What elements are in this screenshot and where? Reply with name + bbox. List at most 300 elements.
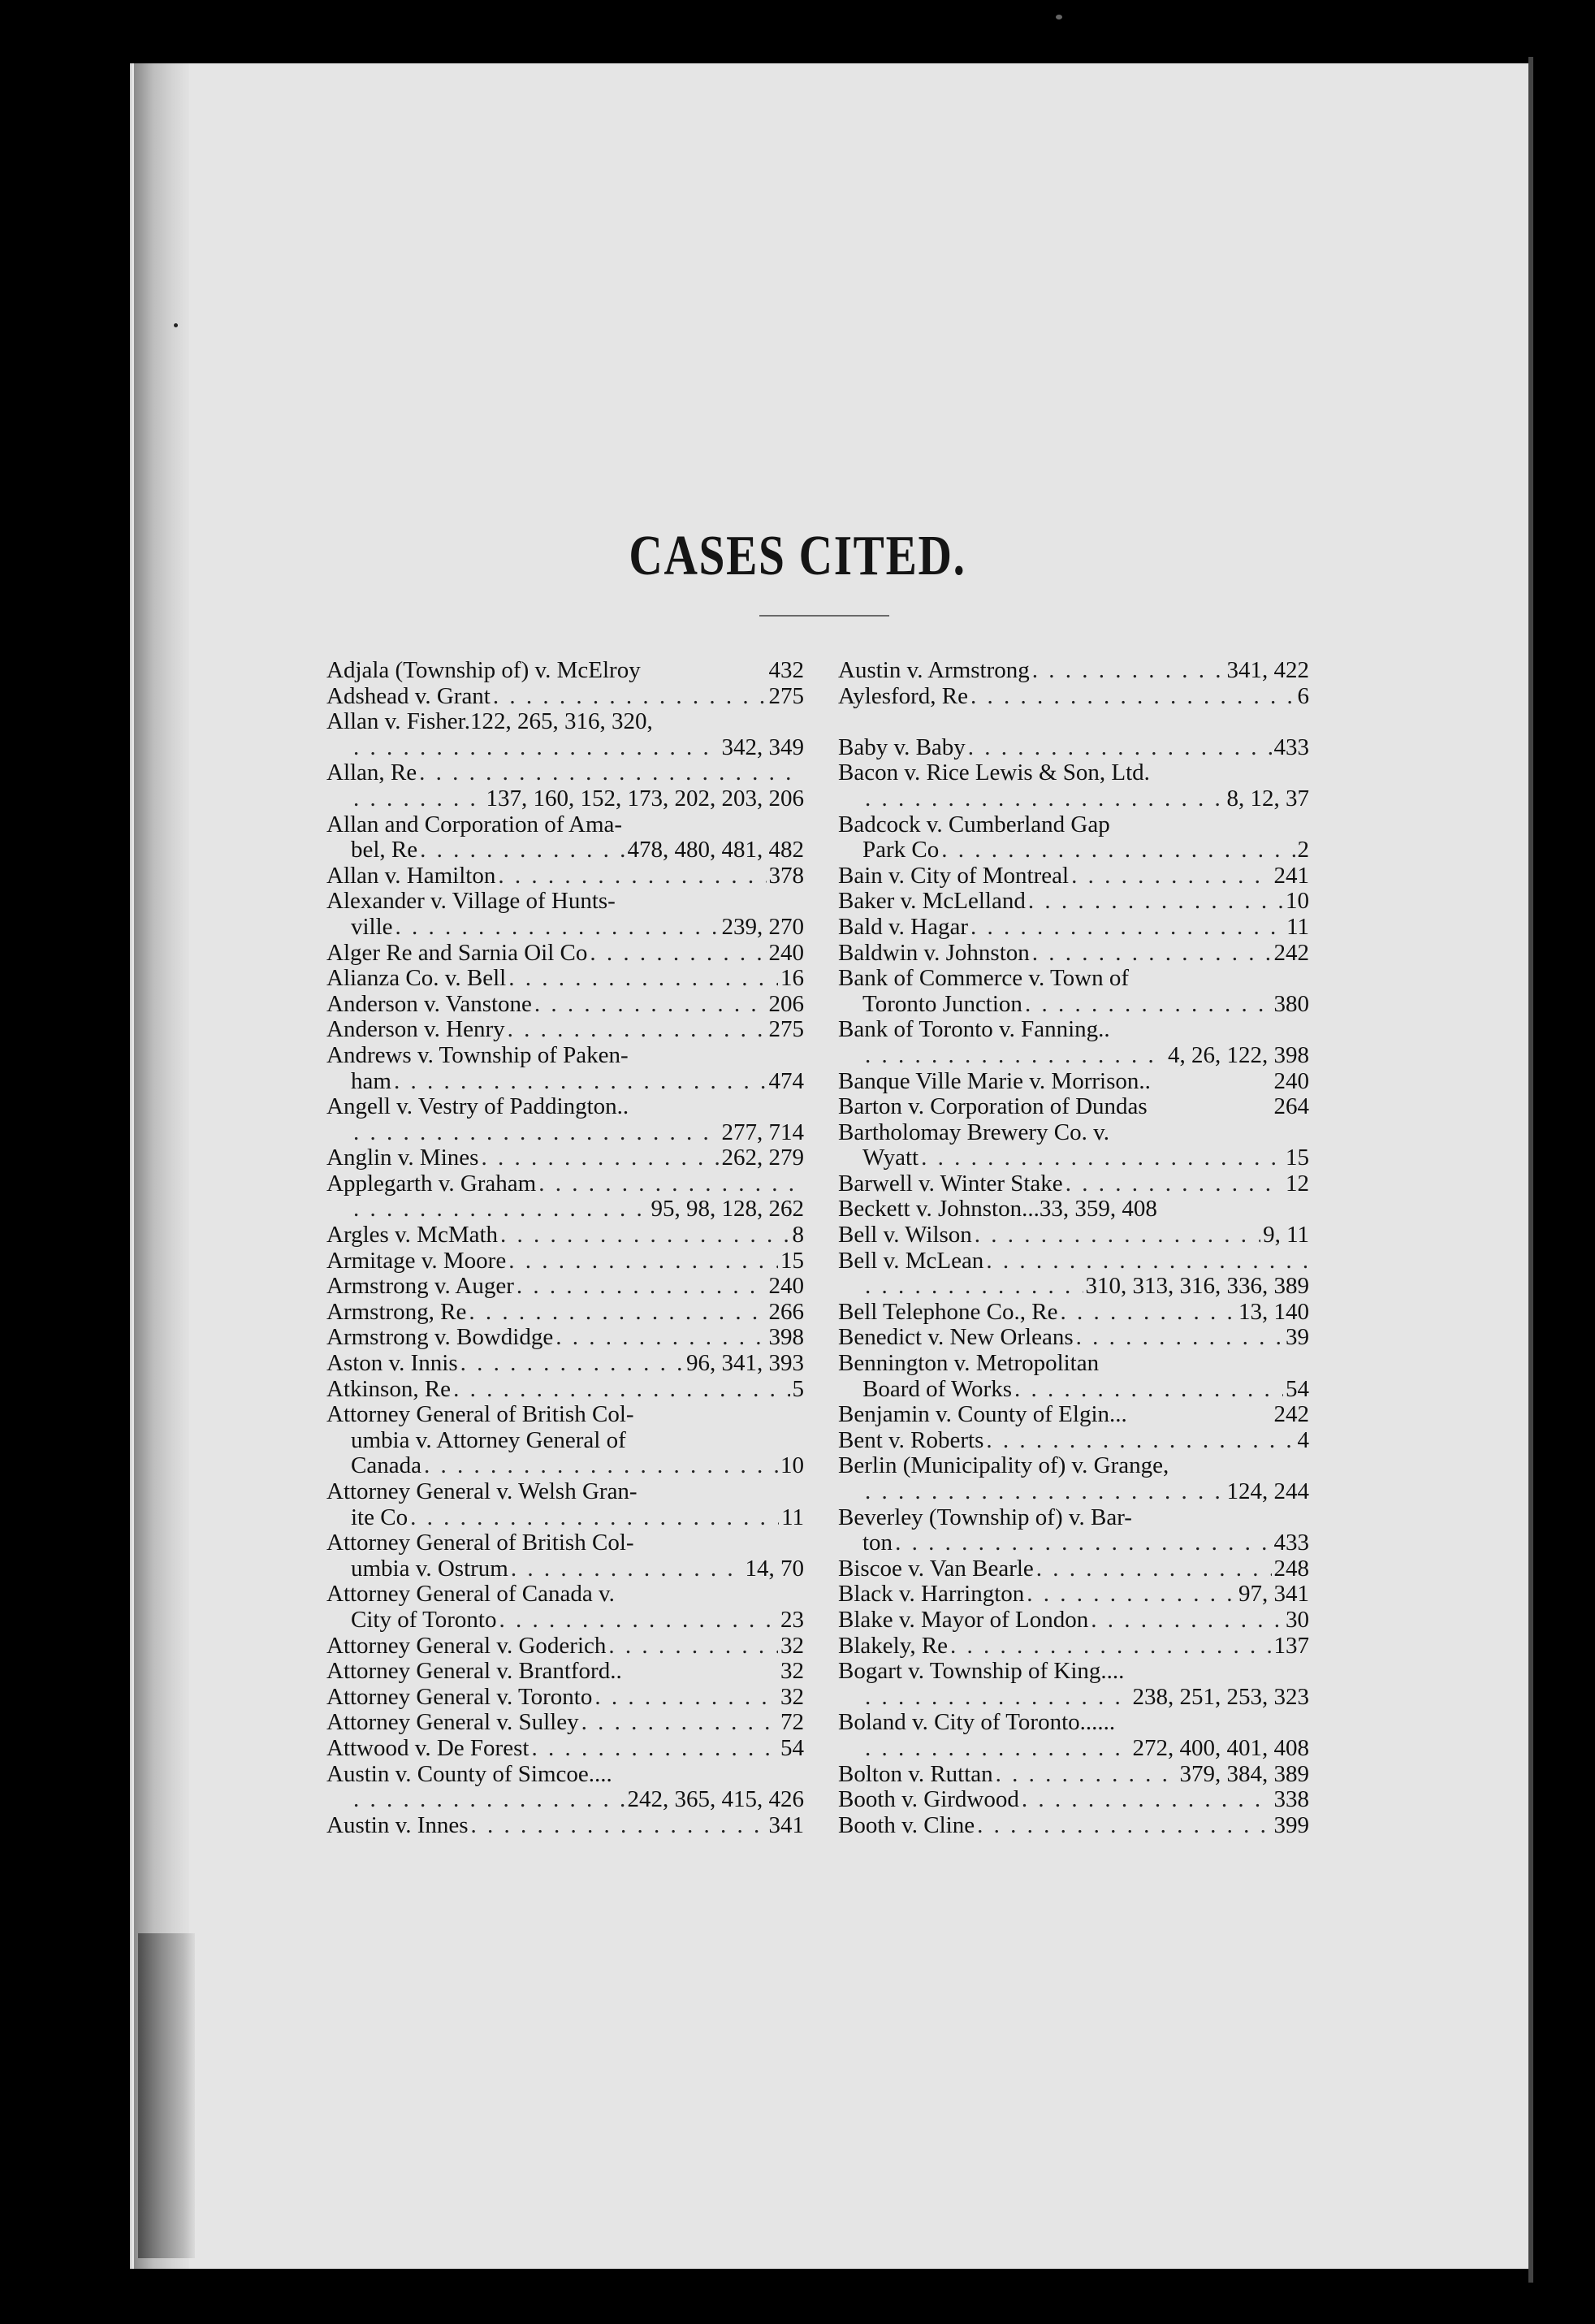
case-entry bbox=[838, 1120, 1309, 1171]
case-name: Park Co bbox=[862, 837, 940, 863]
dot-leader bbox=[977, 1813, 1271, 1839]
dot-leader bbox=[1027, 1582, 1236, 1608]
case-line bbox=[326, 1274, 804, 1300]
case-name: Booth v. Girdwood bbox=[838, 1786, 1019, 1813]
dot-leader bbox=[921, 1145, 1283, 1171]
case-line bbox=[326, 1505, 804, 1531]
case-name: Benjamin v. County of Elgin... bbox=[838, 1401, 1127, 1428]
case-line bbox=[838, 786, 1309, 812]
case-entry bbox=[838, 1351, 1309, 1402]
case-name: Bacon v. Rice Lewis & Son, Ltd. bbox=[838, 760, 1150, 786]
page-numbers: 378 bbox=[768, 862, 804, 889]
case-name: Attorney General v. Sulley bbox=[326, 1709, 579, 1736]
case-name: Attorney General v. Toronto bbox=[326, 1683, 593, 1710]
page-numbers: 32 bbox=[780, 1658, 804, 1685]
case-line bbox=[326, 1659, 804, 1685]
case-name: umbia v. Attorney General of bbox=[351, 1426, 626, 1453]
case-line bbox=[326, 837, 804, 863]
case-line bbox=[326, 1300, 804, 1326]
case-entry bbox=[326, 1685, 804, 1711]
case-entry bbox=[326, 812, 804, 863]
case-name: ville bbox=[351, 913, 393, 940]
case-line bbox=[326, 1479, 804, 1505]
case-entry bbox=[326, 1274, 804, 1300]
dot-leader bbox=[419, 760, 802, 786]
page-numbers: 380 bbox=[1273, 990, 1309, 1017]
page-numbers: 39 bbox=[1286, 1324, 1309, 1351]
case-entry bbox=[326, 1530, 804, 1582]
case-name: Boland v. City of Toronto...... bbox=[838, 1709, 1116, 1736]
page-numbers: 242 bbox=[1273, 1401, 1309, 1428]
page-numbers: 137 bbox=[1273, 1632, 1309, 1659]
case-line bbox=[326, 1608, 804, 1634]
case-entry bbox=[838, 1634, 1309, 1660]
case-entry bbox=[326, 1736, 804, 1762]
case-entry bbox=[838, 915, 1309, 941]
case-line bbox=[326, 1530, 804, 1556]
case-name: Austin v. Armstrong bbox=[838, 657, 1030, 683]
case-line bbox=[326, 992, 804, 1018]
case-name: Booth v. Cline bbox=[838, 1811, 975, 1838]
case-line bbox=[838, 1505, 1309, 1531]
page-numbers: 240 bbox=[768, 1273, 804, 1300]
case-line bbox=[838, 1736, 1309, 1762]
dot-leader bbox=[1014, 1377, 1283, 1403]
dot-leader bbox=[511, 1556, 743, 1582]
case-name: Alexander v. Village of Hunts- bbox=[326, 888, 616, 915]
page-numbers: 432 bbox=[768, 657, 804, 683]
page-numbers: 241 bbox=[1273, 862, 1309, 889]
case-name: Attwood v. De Forest bbox=[326, 1734, 530, 1761]
case-entry bbox=[326, 709, 804, 760]
dot-leader bbox=[353, 786, 484, 812]
case-line bbox=[326, 735, 804, 761]
case-name: Bald v. Hagar bbox=[838, 913, 968, 940]
case-line bbox=[838, 1659, 1309, 1685]
dot-leader bbox=[1025, 992, 1272, 1018]
case-entry bbox=[326, 684, 804, 710]
case-line bbox=[326, 863, 804, 889]
case-line bbox=[326, 1249, 804, 1275]
case-line bbox=[838, 1530, 1309, 1556]
case-name: Badcock v. Cumberland Gap bbox=[838, 811, 1110, 837]
case-entry bbox=[838, 1556, 1309, 1582]
case-name: Attorney General v. Brantford.. bbox=[326, 1658, 622, 1685]
case-entry bbox=[326, 966, 804, 992]
case-entry bbox=[838, 1813, 1309, 1839]
case-line bbox=[326, 1813, 804, 1839]
case-line bbox=[838, 1710, 1309, 1736]
page-numbers: 398 bbox=[768, 1324, 804, 1351]
dot-leader bbox=[986, 1428, 1295, 1454]
dot-leader bbox=[865, 1479, 1225, 1505]
dot-leader bbox=[460, 1351, 684, 1377]
dot-leader bbox=[996, 1762, 1178, 1788]
case-entry bbox=[838, 1659, 1309, 1710]
case-entry bbox=[838, 1094, 1309, 1120]
case-name: Atkinson, Re bbox=[326, 1375, 452, 1402]
case-line bbox=[838, 1094, 1309, 1120]
case-name: Bain v. City of Montreal bbox=[838, 862, 1070, 889]
case-line bbox=[838, 684, 1309, 710]
case-name: Angell v. Vestry of Paddington.. bbox=[326, 1093, 629, 1120]
dot-leader bbox=[865, 1043, 1165, 1069]
case-entry bbox=[838, 1710, 1309, 1761]
page-numbers: 14, 70 bbox=[745, 1555, 804, 1582]
case-name: Austin v. Innes bbox=[326, 1811, 469, 1838]
scan-speck bbox=[1056, 15, 1062, 19]
dot-leader bbox=[1060, 1300, 1236, 1326]
case-name: Berlin (Municipality of) v. Grange, bbox=[838, 1452, 1169, 1479]
case-entry bbox=[326, 1223, 804, 1249]
case-line bbox=[326, 1634, 804, 1660]
page-numbers: 9, 11 bbox=[1263, 1222, 1309, 1249]
dot-leader bbox=[970, 915, 1284, 941]
case-name: Aylesford, Re bbox=[838, 682, 969, 709]
case-line bbox=[838, 863, 1309, 889]
case-line bbox=[326, 1197, 804, 1223]
dot-leader bbox=[353, 1787, 625, 1813]
case-line bbox=[838, 1634, 1309, 1660]
page-numbers: 11 bbox=[1286, 913, 1309, 940]
case-line bbox=[838, 1325, 1309, 1351]
case-line bbox=[326, 1069, 804, 1095]
case-entry bbox=[838, 1582, 1309, 1608]
case-entry bbox=[326, 1813, 804, 1839]
page-numbers: 10 bbox=[780, 1452, 804, 1479]
case-line bbox=[326, 889, 804, 915]
case-name: Armstrong, Re bbox=[326, 1298, 467, 1325]
page-numbers: 342, 349 bbox=[721, 734, 804, 760]
case-name: Bolton v. Ruttan bbox=[838, 1760, 993, 1787]
case-line bbox=[838, 1762, 1309, 1788]
case-line bbox=[838, 889, 1309, 915]
page-numbers: 124, 244 bbox=[1226, 1478, 1309, 1504]
page-numbers: 242, 365, 415, 426 bbox=[627, 1786, 804, 1813]
case-entry bbox=[326, 1171, 804, 1223]
dot-leader bbox=[534, 992, 767, 1018]
case-entry bbox=[326, 889, 804, 940]
case-line bbox=[326, 1582, 804, 1608]
dot-leader bbox=[865, 1736, 1130, 1762]
dot-leader bbox=[469, 1300, 766, 1326]
case-line bbox=[838, 812, 1309, 838]
page-numbers: 272, 400, 401, 408 bbox=[1132, 1734, 1309, 1761]
case-line bbox=[838, 1249, 1309, 1275]
dot-leader bbox=[1091, 1608, 1283, 1634]
dot-leader bbox=[968, 735, 1272, 761]
case-line bbox=[326, 915, 804, 941]
case-entry bbox=[326, 1043, 804, 1094]
case-line bbox=[838, 658, 1309, 684]
case-name: Canada bbox=[351, 1452, 421, 1479]
case-line bbox=[326, 1171, 804, 1197]
case-name: Bank of Commerce v. Town of bbox=[838, 965, 1129, 992]
dot-leader bbox=[970, 684, 1295, 710]
case-name: Bell v. McLean bbox=[838, 1247, 984, 1274]
dot-leader bbox=[508, 966, 778, 992]
dot-leader bbox=[590, 941, 766, 967]
case-line bbox=[838, 1582, 1309, 1608]
page-numbers: 238, 251, 253, 323 bbox=[1132, 1683, 1309, 1710]
case-name: umbia v. Ostrum bbox=[351, 1555, 508, 1582]
page-numbers: 474 bbox=[768, 1067, 804, 1094]
case-name: Bogart v. Township of King.... bbox=[838, 1658, 1125, 1685]
case-name: ton bbox=[862, 1530, 893, 1556]
dot-leader bbox=[555, 1325, 766, 1351]
case-entry bbox=[326, 1094, 804, 1145]
dot-leader bbox=[608, 1634, 778, 1660]
page-numbers: 10 bbox=[1286, 888, 1309, 915]
case-name: Toronto Junction bbox=[862, 990, 1022, 1017]
page-numbers: 96, 341, 393 bbox=[686, 1350, 804, 1377]
case-line bbox=[326, 658, 804, 684]
case-line bbox=[838, 1274, 1309, 1300]
case-entry bbox=[838, 1787, 1309, 1813]
page-edge bbox=[1528, 57, 1533, 2283]
case-name: Biscoe v. Van Bearle bbox=[838, 1555, 1034, 1582]
dot-leader bbox=[581, 1710, 778, 1736]
dot-leader bbox=[499, 1608, 779, 1634]
dot-leader bbox=[1036, 1556, 1272, 1582]
case-entry bbox=[326, 1300, 804, 1326]
case-line bbox=[838, 1402, 1309, 1428]
dot-leader bbox=[1065, 1171, 1283, 1197]
case-line bbox=[326, 966, 804, 992]
case-entry bbox=[838, 812, 1309, 863]
case-line bbox=[326, 1145, 804, 1171]
case-line bbox=[326, 1351, 804, 1377]
case-name: Allan and Corporation of Ama- bbox=[326, 811, 623, 837]
dot-leader bbox=[950, 1634, 1271, 1660]
case-name: Allan v. Fisher.122, 265, 316, 320, bbox=[326, 708, 653, 735]
case-name: Attorney General of British Col- bbox=[326, 1401, 634, 1428]
page-numbers: 4 bbox=[1297, 1426, 1309, 1453]
case-entry bbox=[838, 1171, 1309, 1197]
case-entry bbox=[838, 735, 1309, 761]
case-name: Attorney General of British Col- bbox=[326, 1530, 634, 1556]
page-numbers: 8 bbox=[792, 1222, 804, 1249]
page-numbers: 11 bbox=[781, 1504, 804, 1530]
scan-speck bbox=[174, 323, 178, 327]
page-numbers: 4, 26, 122, 398 bbox=[1168, 1041, 1309, 1068]
case-line bbox=[326, 812, 804, 838]
case-line bbox=[326, 760, 804, 786]
dot-leader bbox=[895, 1530, 1271, 1556]
case-entry bbox=[838, 658, 1309, 684]
dot-leader bbox=[1076, 1325, 1283, 1351]
case-name: bel, Re bbox=[351, 837, 418, 863]
case-line bbox=[838, 1479, 1309, 1505]
dot-leader bbox=[353, 1197, 649, 1223]
dot-leader bbox=[865, 1274, 1083, 1300]
dot-leader bbox=[865, 786, 1225, 812]
case-name: Barwell v. Winter Stake bbox=[838, 1170, 1063, 1197]
page-numbers: 478, 480, 481, 482 bbox=[627, 837, 804, 863]
case-line bbox=[838, 1556, 1309, 1582]
page-numbers: 275 bbox=[768, 1016, 804, 1043]
page-numbers: 15 bbox=[1286, 1145, 1309, 1171]
dot-leader bbox=[420, 837, 625, 863]
page-numbers: 379, 384, 389 bbox=[1179, 1760, 1309, 1787]
page-numbers: 399 bbox=[1273, 1811, 1309, 1838]
case-entry bbox=[838, 1762, 1309, 1788]
case-line bbox=[326, 1043, 804, 1069]
dot-leader bbox=[410, 1505, 779, 1531]
case-entry bbox=[326, 1249, 804, 1275]
case-line bbox=[838, 1017, 1309, 1043]
case-name: Bartholomay Brewery Co. v. bbox=[838, 1119, 1109, 1145]
case-entry bbox=[838, 1017, 1309, 1068]
case-entry bbox=[838, 1402, 1309, 1428]
page-numbers: 338 bbox=[1273, 1786, 1309, 1813]
case-line bbox=[838, 1171, 1309, 1197]
page-numbers: 13, 140 bbox=[1238, 1298, 1309, 1325]
case-entry bbox=[838, 1223, 1309, 1249]
page-numbers: 12 bbox=[1286, 1170, 1309, 1197]
page-numbers: 5 bbox=[792, 1375, 804, 1402]
case-name: Barton v. Corporation of Dundas bbox=[838, 1093, 1148, 1120]
case-line bbox=[326, 1402, 804, 1428]
case-entry bbox=[326, 1634, 804, 1660]
case-entry bbox=[326, 941, 804, 967]
case-name: Wyatt bbox=[862, 1145, 919, 1171]
case-name: Baby v. Baby bbox=[838, 734, 966, 760]
case-name: ham bbox=[351, 1067, 391, 1094]
case-line bbox=[838, 1197, 1309, 1223]
case-line bbox=[838, 1787, 1309, 1813]
page-numbers: 433 bbox=[1273, 734, 1309, 760]
case-entry bbox=[326, 1479, 804, 1530]
case-name: Bennington v. Metropolitan bbox=[838, 1350, 1100, 1377]
case-name: Anderson v. Henry bbox=[326, 1016, 505, 1043]
case-line bbox=[326, 1428, 804, 1454]
case-line bbox=[838, 1300, 1309, 1326]
dot-leader bbox=[394, 1069, 767, 1095]
dot-leader bbox=[975, 1223, 1260, 1249]
case-name: Armitage v. Moore bbox=[326, 1247, 507, 1274]
case-line bbox=[326, 941, 804, 967]
case-name: Benedict v. New Orleans bbox=[838, 1324, 1074, 1351]
case-entry bbox=[326, 1762, 804, 1813]
page-numbers: 240 bbox=[768, 939, 804, 966]
case-entry bbox=[838, 1300, 1309, 1326]
case-line bbox=[838, 1351, 1309, 1377]
case-name: Black v. Harrington bbox=[838, 1581, 1025, 1608]
case-name: Beverley (Township of) v. Bar- bbox=[838, 1504, 1132, 1530]
page-numbers: 95, 98, 128, 262 bbox=[651, 1196, 804, 1223]
dot-leader bbox=[1022, 1787, 1272, 1813]
page-numbers: 16 bbox=[780, 965, 804, 992]
index-column-left bbox=[326, 658, 804, 1838]
dot-leader bbox=[424, 1453, 778, 1479]
page-numbers: 277, 714 bbox=[721, 1119, 804, 1145]
case-line bbox=[326, 684, 804, 710]
case-name: Banque Ville Marie v. Morrison.. bbox=[838, 1067, 1151, 1094]
case-name: Board of Works bbox=[862, 1375, 1012, 1402]
dot-leader bbox=[498, 863, 766, 889]
case-line bbox=[838, 1120, 1309, 1146]
case-line bbox=[326, 709, 804, 735]
page-numbers: 15 bbox=[780, 1247, 804, 1274]
dot-leader bbox=[1032, 941, 1272, 967]
case-line bbox=[326, 1120, 804, 1146]
case-name: Bell v. Wilson bbox=[838, 1222, 972, 1249]
case-name: Armstrong v. Auger bbox=[326, 1273, 514, 1300]
case-name: City of Toronto bbox=[351, 1606, 497, 1633]
case-name: Beckett v. Johnston...33, 359, 408 bbox=[838, 1196, 1157, 1223]
dot-leader bbox=[396, 915, 720, 941]
case-entry bbox=[326, 992, 804, 1018]
page-numbers: 242 bbox=[1273, 939, 1309, 966]
case-entry bbox=[838, 1325, 1309, 1351]
case-entry bbox=[838, 1608, 1309, 1634]
case-line bbox=[838, 966, 1309, 992]
case-name: Anderson v. Vanstone bbox=[326, 990, 532, 1017]
dot-leader bbox=[941, 837, 1295, 863]
case-line bbox=[838, 1043, 1309, 1069]
case-entry bbox=[326, 760, 804, 811]
case-entry bbox=[326, 658, 804, 684]
case-entry bbox=[326, 1659, 804, 1685]
case-line bbox=[326, 1325, 804, 1351]
page-title: CASES CITED. bbox=[629, 525, 966, 587]
case-name: Alger Re and Sarnia Oil Co bbox=[326, 939, 588, 966]
case-line bbox=[838, 1428, 1309, 1454]
page-numbers: 433 bbox=[1273, 1530, 1309, 1556]
case-line bbox=[838, 1813, 1309, 1839]
page-numbers: 310, 313, 316, 336, 389 bbox=[1085, 1273, 1309, 1300]
case-entry bbox=[326, 1377, 804, 1403]
case-entry bbox=[326, 1402, 804, 1479]
case-name: Baldwin v. Johnston bbox=[838, 939, 1030, 966]
dot-leader bbox=[594, 1685, 778, 1711]
case-name: Bell Telephone Co., Re bbox=[838, 1298, 1058, 1325]
case-line bbox=[838, 1069, 1309, 1095]
case-name: Attorney General v. Welsh Gran- bbox=[326, 1478, 638, 1504]
case-entry bbox=[326, 1325, 804, 1351]
dot-leader bbox=[353, 735, 720, 761]
page-numbers: 72 bbox=[780, 1709, 804, 1736]
case-line bbox=[838, 837, 1309, 863]
page-numbers: 262, 279 bbox=[721, 1145, 804, 1171]
dot-leader bbox=[865, 1685, 1130, 1711]
dot-leader bbox=[1028, 889, 1283, 915]
case-line bbox=[326, 1787, 804, 1813]
dot-leader bbox=[517, 1274, 767, 1300]
case-name: Adjala (Township of) v. McElroy bbox=[326, 657, 641, 683]
dot-leader bbox=[1071, 863, 1271, 889]
case-line bbox=[838, 1685, 1309, 1711]
page-numbers: 97, 341 bbox=[1238, 1581, 1309, 1608]
dot-leader bbox=[538, 1171, 802, 1197]
case-entry bbox=[326, 1582, 804, 1633]
case-entry bbox=[838, 941, 1309, 967]
case-entry bbox=[838, 1197, 1309, 1223]
case-line bbox=[838, 992, 1309, 1018]
case-name: Applegarth v. Graham bbox=[326, 1170, 537, 1197]
case-name: Aston v. Innis bbox=[326, 1350, 458, 1377]
case-entry bbox=[838, 1428, 1309, 1454]
page-numbers: 54 bbox=[1286, 1375, 1309, 1402]
case-line bbox=[838, 760, 1309, 786]
case-entry bbox=[838, 760, 1309, 811]
case-line bbox=[838, 1223, 1309, 1249]
letter-gap bbox=[838, 709, 1309, 735]
page-numbers: 54 bbox=[780, 1734, 804, 1761]
dot-leader bbox=[500, 1223, 789, 1249]
case-name: Allan v. Hamilton bbox=[326, 862, 496, 889]
